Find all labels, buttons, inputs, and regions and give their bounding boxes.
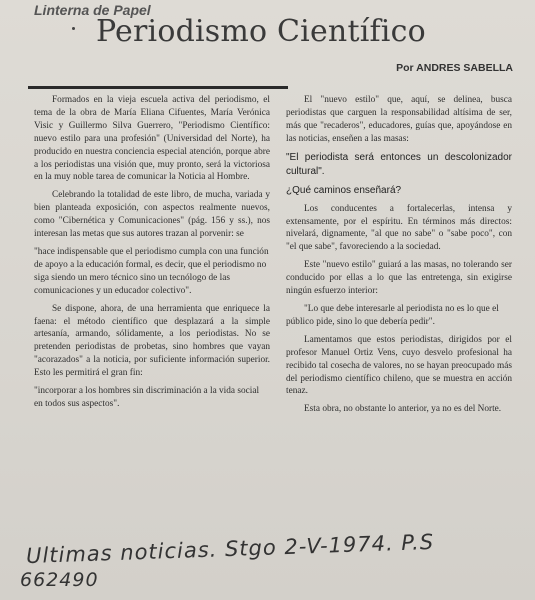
paragraph: Se dispone, ahora, de una herramienta que enriquece la faena: el método científico que desplazará a la simple artesanía, armando, sólidamente, a los periodistas. No se pretenden periodistas de probetas, sino hombres que vayan "acorazados" a la noticia, por suficiente información superior. Esto les permitirá el gran fin: bbox=[34, 303, 270, 379]
paragraph: Los conducentes a fortalecerlas, intensa y extensamente, por el espíritu. En términos más directos: nivelará, dignamente, "al que no sabe" o "sabe poco", con "el que sabe", favoreciendo a la sociedad. bbox=[286, 203, 512, 253]
left-column bbox=[34, 94, 270, 416]
divider-rule bbox=[28, 86, 288, 89]
byline: Por ANDRES SABELLA bbox=[396, 62, 513, 74]
paragraph: El "nuevo estilo" que, aquí, se delinea, busca periodistas que carguen la responsabilidad altísima de ser, más que "recaderos", educadores, guías que, apoyándose en las noticias, enseñen a las masas: bbox=[286, 95, 512, 144]
paragraph: Esta obra, no obstante lo anterior, ya no es del Norte. bbox=[304, 404, 502, 415]
question: ¿Qué caminos enseñará? bbox=[286, 184, 402, 196]
block-quote: "incorporar a los hombres sin discriminación a la vida social en todos sus aspectos". bbox=[34, 386, 260, 409]
handwritten-note: Ultimas noticias. Stgo 2-V-1974. P.S bbox=[25, 529, 435, 569]
paragraph: Este "nuevo estilo" guiará a las masas, no tolerando ser conducido por ellas a lo que las entretenga, sin exigirse ningún esfuerzo interior: bbox=[286, 260, 512, 297]
section-heading: Linterna de Papel bbox=[34, 2, 151, 18]
right-column bbox=[286, 94, 512, 421]
article-title: Periodismo Científico bbox=[96, 14, 426, 49]
bullet-dot bbox=[72, 27, 75, 30]
pull-quote: "El periodista será entonces un descolonizador cultural". bbox=[286, 151, 512, 177]
block-quote: "Lo que debe interesarle al periodista no es lo que el público pide, sino lo que debería pedir". bbox=[286, 303, 499, 327]
handwritten-number: 662490 bbox=[20, 569, 99, 591]
paragraph: Lamentamos que estos periodistas, dirigidos por el profesor Manuel Ortiz Vens, cuyo desvelo profesional ha recibido tal cosecha de valores, no se hayan preocupado más del periodismo científico chileno, que se muestra en acción tenaz. bbox=[286, 334, 512, 397]
paragraph: Formados en la vieja escuela activa del periodismo, el tema de la obra de María Eliana Cifuentes, María Verónica Visic y Guillermo Silva Guerrero, "Periodismo Científico: nuevo estilo para una profesión" (Universidad del Norte), ha producido en nuestra conciencia especial atención, porque abre a los periodistas una visión que, muy pronto, será la victoriosa en la muy noble tarea de comunicar la Noticia al Hombre. bbox=[34, 95, 270, 183]
block-quote: "hace indispensable que el periodismo cumpla con una función de apoyo a la educación formal, es decir, que el periodismo no siga siendo un mero técnico sino un tecnólogo de las comunicaciones y un educador colectivo". bbox=[34, 246, 269, 296]
paragraph: Celebrando la totalidad de este libro, de mucha, variada y bien planteada exposición, con aspectos realmente nuevos, como "Cibernética y Comunicaciones" (pág. 156 y ss.), nos interesan las metas que sus autores trazan al porvenir: se bbox=[34, 190, 270, 240]
